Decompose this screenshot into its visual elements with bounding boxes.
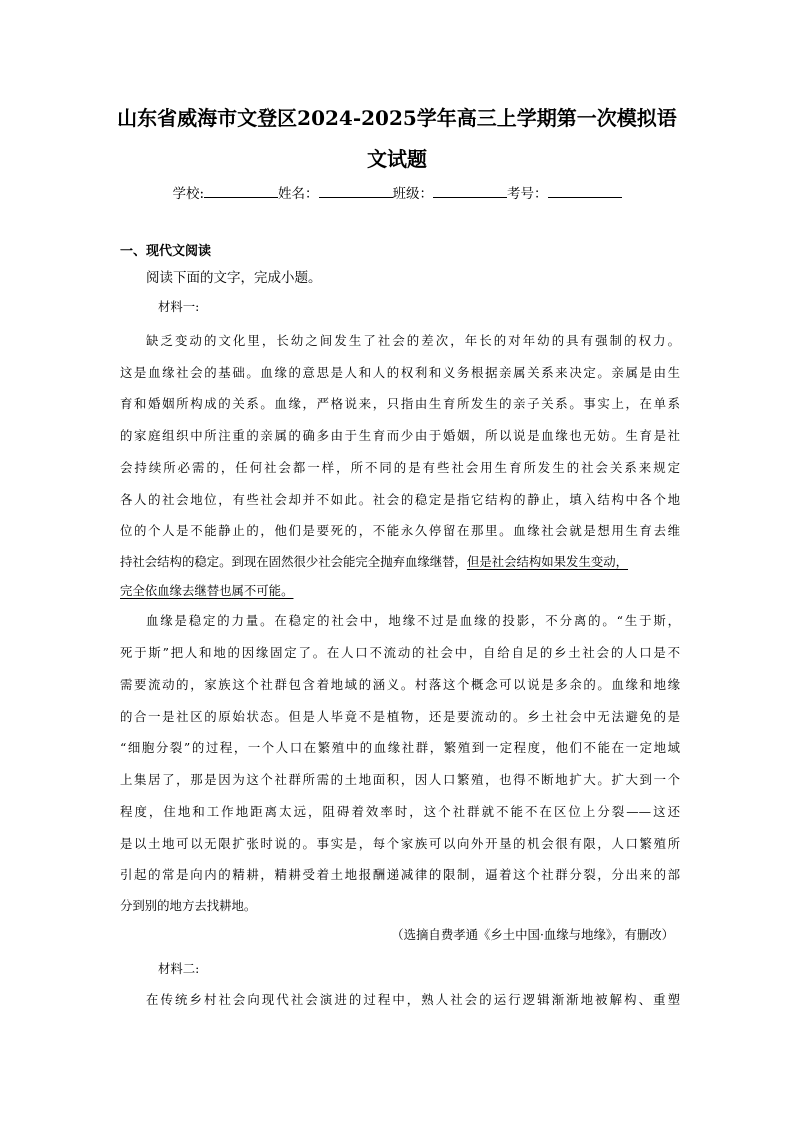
student-info-row (0, 183, 794, 204)
paragraph-line: 的合一是社区的原始状态。但是人毕竟不是植物，还是要流动的。乡土社会中无法避免的是 (120, 709, 680, 724)
material-2-label: 材料二: (158, 961, 200, 976)
paragraph-line: 需要流动的，家族这个社群包含着地域的涵义。村落这个概念可以说是多余的。血缘和地缘 (120, 677, 680, 692)
paragraph-line: 缺乏变动的文化里，长幼之间发生了社会的差次，年长的对年幼的具有强制的权力。 (146, 333, 680, 348)
paragraph-line: 血缘是稳定的力量。在稳定的社会中，地缘不过是血缘的投影，不分离的。“生于斯， (146, 613, 680, 628)
paragraph-line: 上集居了，那是因为这个社群所需的土地面积，因人口繁殖，也得不断地扩大。扩大到一个 (120, 772, 680, 787)
name-blank[interactable] (319, 183, 393, 198)
paragraph-line: 这是血缘社会的基础。血缘的意思是人和人的权利和义务根据亲属关系来决定。亲属是由生 (120, 365, 680, 380)
name-label: 姓名： (278, 186, 319, 202)
paragraph-text: 持社会结构的稳定。到现在固然很少社会能完全抛弃血缘继替， (120, 554, 467, 569)
exam-title-line-2: 文试题 (367, 147, 427, 171)
paragraph-line: 位的个人是不能静止的，他们是要死的，不能永久停留在那里。血缘社会就是想用生育去维 (120, 523, 680, 538)
underlined-sentence: 完全依血缘去继替也属不可能。 (120, 583, 294, 598)
exam-no-label: 考号： (507, 186, 548, 202)
school-blank[interactable] (204, 183, 278, 198)
paragraph-line: 是以土地可以无限扩张时说的。事实是，每个家族可以向外开垦的机会很有限，人口繁殖所 (120, 836, 680, 851)
class-blank[interactable] (433, 183, 507, 198)
paragraph-line: 分到别的地方去找耕地。 (120, 898, 257, 913)
source-citation: （选摘自费孝通《乡土中国·血缘与地缘》，有删改） (391, 927, 674, 942)
material-1-label: 材料一: (158, 299, 200, 314)
reading-instruction: 阅读下面的文字，完成小题。 (146, 270, 322, 286)
paragraph-line: “细胞分裂”的过程，一个人口在繁殖中的血缘社群，繁殖到一定程度，他们不能在一定地域 (120, 740, 680, 755)
paragraph-line: 死于斯”把人和地的因缘固定了。在人口不流动的社会中，自给自足的乡土社会的人口是不 (120, 645, 680, 660)
exam-no-blank[interactable] (548, 183, 622, 198)
paragraph-line: 引起的常是向内的精耕，精耕受着土地报酬递减律的限制，逼着这个社群分裂，分出来的部 (120, 867, 680, 882)
paragraph-line (120, 582, 680, 600)
underlined-sentence: 但是社会结构如果发生变动， (466, 554, 629, 569)
paragraph-line: 育和婚姻所构成的关系。血缘，严格说来，只指由生育所发生的亲子关系。事实上，在单系 (120, 396, 680, 411)
paragraph-line: 在传统乡村社会向现代社会演进的过程中，熟人社会的运行逻辑渐渐地被解构、重塑 (146, 992, 680, 1007)
school-label: 学校: (172, 186, 205, 202)
section-heading: 一、现代文阅读 (120, 244, 212, 259)
paragraph-line: 的家庭组织中所注重的亲属的确多由于生育而少由于婚姻，所以说是血缘也无妨。生育是社 (120, 428, 680, 443)
paragraph-line (120, 553, 680, 571)
paragraph-line: 各人的社会地位，有些社会却并不如此。社会的稳定是指它结构的静止，填入结构中各个地 (120, 492, 680, 507)
class-label: 班级： (392, 186, 434, 202)
exam-title-line-1: 山东省威海市文登区2024-2025学年高三上学期第一次模拟语 (117, 106, 677, 130)
paragraph-line: 程度，住地和工作地距离太远，阻碍着效率时，这个社群就不能不在区位上分裂——这还 (120, 804, 680, 819)
paragraph-line: 会持续所必需的，任何社会都一样，所不同的是有些社会用生育所发生的社会关系来规定 (120, 460, 680, 475)
